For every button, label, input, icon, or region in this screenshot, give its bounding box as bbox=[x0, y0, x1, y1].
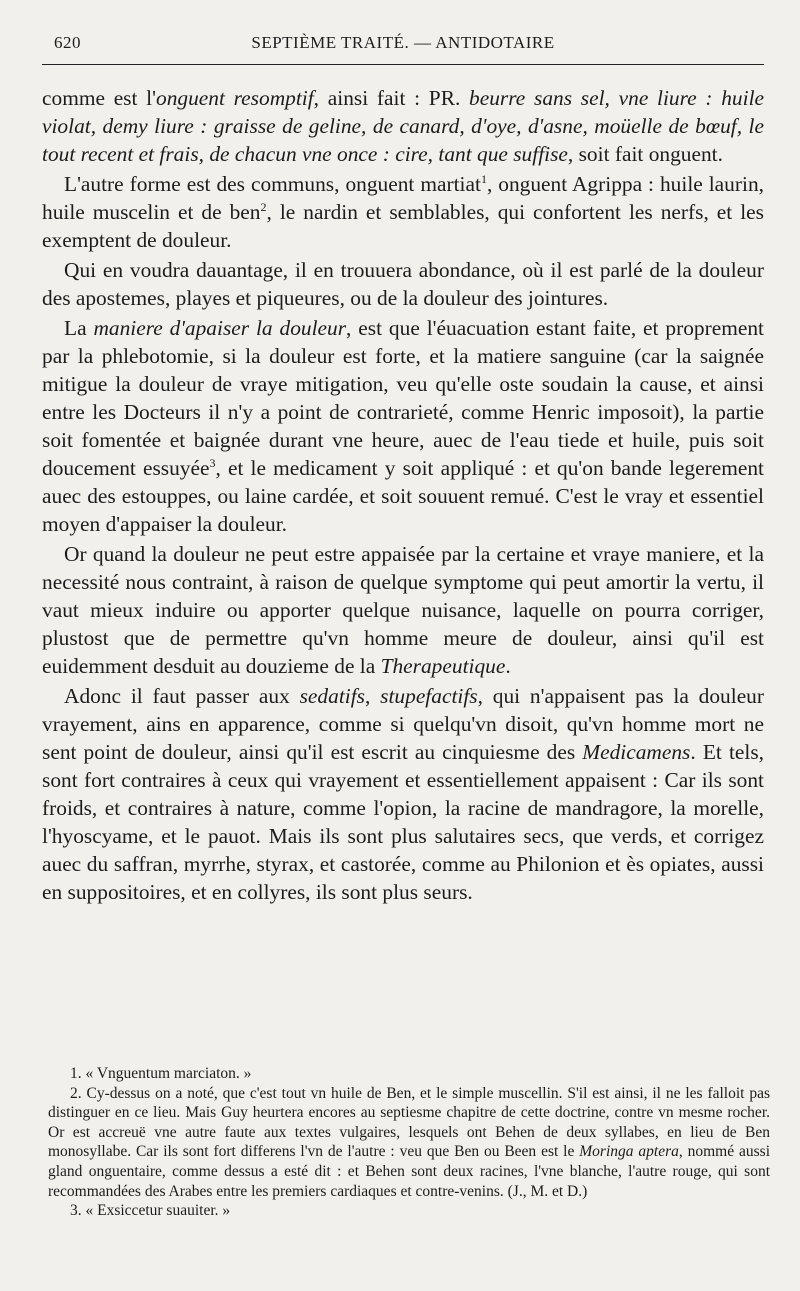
italic-text: Medicamens bbox=[582, 740, 691, 764]
text-run: , soit fait onguent. bbox=[567, 142, 723, 166]
italic-text: maniere d'apaiser la douleur bbox=[93, 316, 347, 340]
text-run: . Et tels, sont fort contraires à ceux qui vrayement et essentiellement appaisent : Car ils sont froids, et contraires à nature, comme l'opion, la racine de mandragore, la morelle, l'hyoscyame, et le pauot. Mais ils sont plus salutaires secs, que verds, et corrigez auec du saffran, myrrhe, styrax, et castorée, comme au Philonion et ès opiates, aussi en suppositoires, et en collyres, ils sont plus seurs. bbox=[42, 740, 764, 904]
footnote-reference: 2 bbox=[260, 199, 267, 214]
text-run: , nommé aussi gland onguentaire, comme dessus a esté dit : et Behen sont deux racines, l'vne blanche, l'autre rouge, qui sont recommandées des Arabes entre les premiers cardiaques et contre-venins. (J., M. et D.) bbox=[48, 1143, 770, 1200]
text-run: Or quand la douleur ne peut estre appaisée par la certaine et vraye maniere, et la necessité nous contraint, à raison de quelque symptome qui peut amortir la vertu, il vaut mieux induire ou apporter quelque nuisance, laquelle on pourra corriger, plustost que de permettre qu'vn homme meure de douleur, ainsi qu'il est euidemment desduit au douzieme de la bbox=[42, 542, 764, 678]
text-run: La bbox=[64, 316, 94, 340]
text-run: , est que l'éuacuation estant faite, et proprement par la phlebotomie, si la douleur est forte, et la matiere sanguine (car la saignée mitigue la douleur de vraye mitigation, veu qu'elle oste soudain la cause, et ainsi entre les Docteurs il n'y a point de contrarieté, comme Henric imposoit), la partie soit fomentée et baignée durant vne heure, auec de l'eau tiede et huile, puis soit doucement essuyée bbox=[42, 316, 764, 480]
footnote bbox=[48, 1201, 770, 1221]
paragraph bbox=[42, 540, 764, 680]
text-run: comme est l' bbox=[42, 86, 156, 110]
footnote bbox=[48, 1064, 770, 1084]
text-run: , bbox=[364, 684, 381, 708]
footnote bbox=[48, 1084, 770, 1202]
text-run: . bbox=[505, 654, 511, 678]
document-page bbox=[42, 30, 764, 908]
italic-text: beurre sans sel, vne liure : huile violat, demy liure : graisse de geline, de canard, d'oye, d'asne, moüelle de bœuf, le tout recent et frais, de chacun vne once : cire, tant que suffise bbox=[42, 86, 765, 166]
footnote-reference: 1 bbox=[480, 171, 487, 186]
text-run: , qui n'appaisent pas la douleur vrayement, ains en apparence, comme si quelqu'vn disoit, qu'vn homme mort ne sent point de douleur, ainsi qu'il est escrit au cinquiesme des bbox=[42, 684, 765, 764]
header-rule bbox=[42, 64, 764, 65]
paragraph bbox=[42, 682, 764, 906]
text-run: 3. « Exsiccetur suauiter. » bbox=[70, 1202, 231, 1220]
running-title: SEPTIÈME TRAITÉ. — ANTIDOTAIRE bbox=[251, 33, 555, 52]
text-run: , et le medicament y soit appliqué : et qu'on bande legerement auec des estouppes, ou laine cardée, et soit souuent remué. C'est le vray et essentiel moyen d'appaiser la douleur. bbox=[42, 456, 764, 536]
paragraph bbox=[42, 170, 764, 254]
text-run: , ainsi fait : PR. bbox=[313, 86, 470, 110]
italic-text: stupefactifs bbox=[380, 684, 478, 708]
italic-text: Therapeutique bbox=[380, 654, 506, 678]
paragraph bbox=[42, 314, 764, 538]
footnotes bbox=[48, 1064, 770, 1221]
text-run: 1. « Vnguentum marciaton. » bbox=[70, 1065, 252, 1082]
footnote-reference: 3 bbox=[209, 455, 216, 470]
italic-text: Moringa aptera bbox=[579, 1143, 679, 1161]
page-number: 620 bbox=[54, 33, 81, 52]
page-header bbox=[42, 30, 764, 60]
text-run: Adonc il faut passer aux bbox=[64, 684, 300, 708]
text-run: , le nardin et semblables, qui confortent les nerfs, et les exemptent de douleur. bbox=[42, 200, 765, 252]
body-text bbox=[42, 84, 764, 906]
paragraph bbox=[42, 84, 764, 168]
italic-text: sedatifs bbox=[299, 684, 365, 708]
text-run: , onguent Agrippa : huile laurin, huile muscelin et de ben bbox=[42, 172, 764, 224]
paragraph bbox=[42, 256, 764, 312]
text-run: 2. Cy-dessus on a noté, que c'est tout vn huile de Ben, et le simple muscellin. S'il est ainsi, il ne les falloit pas distinguer en ce lieu. Mais Guy heurtera encores au septiesme chapitre de cette doctrine, contre vn mesme rocher. Or est accreuë vne autre faute aux textes vulgaires, lesquels ont Behen de deux syllabes, en lieu de Ben monosyllabe. Car ils sont fort differens l'vn de l'autre : veu que Ben ou Been est le bbox=[48, 1084, 770, 1161]
italic-text: onguent resomptif bbox=[156, 86, 314, 110]
text-run: L'autre forme est des communs, onguent martiat bbox=[64, 172, 481, 196]
text-run: Qui en voudra dauantage, il en trouuera abondance, où il est parlé de la douleur des apostemes, playes et piqueures, ou de la douleur des jointures. bbox=[42, 258, 764, 310]
